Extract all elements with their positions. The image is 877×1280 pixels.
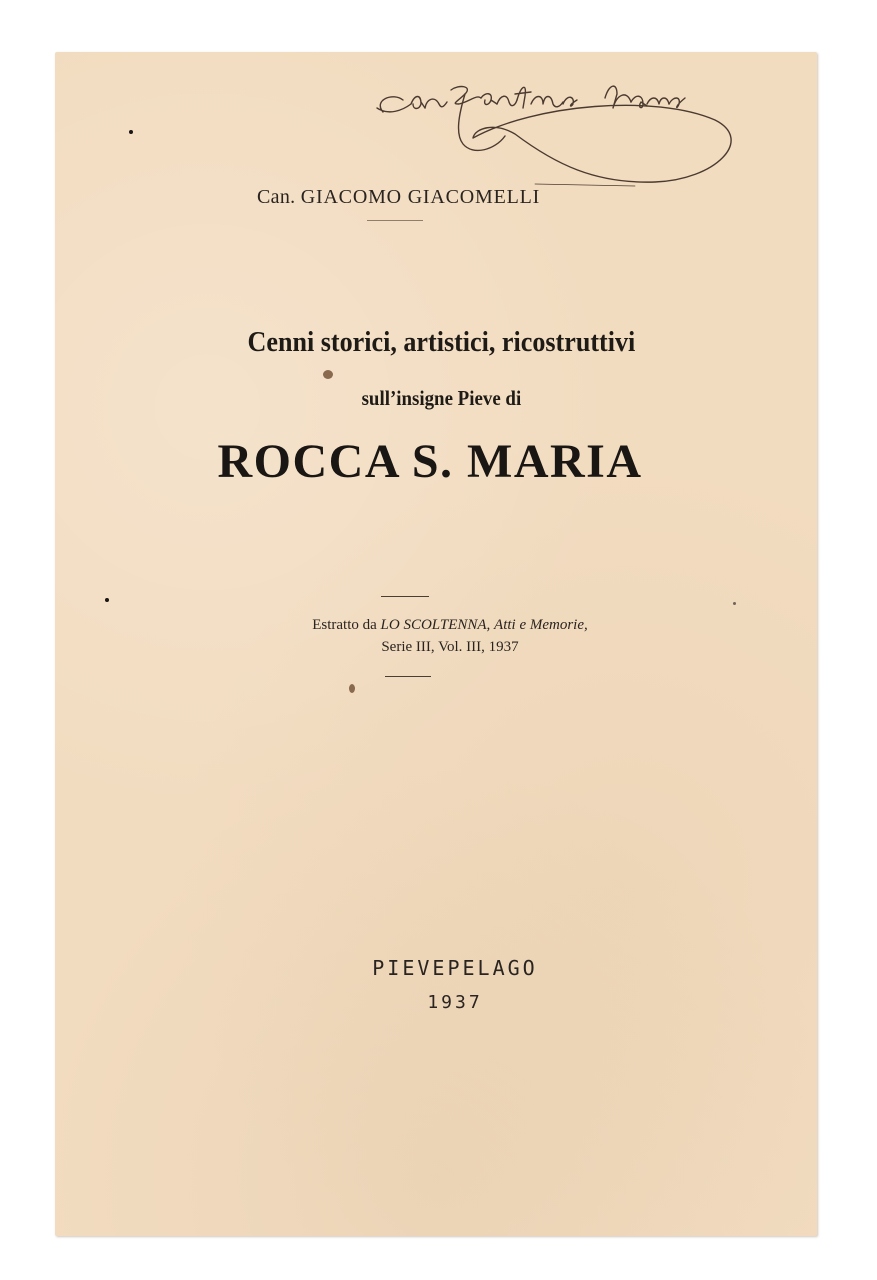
author-line [55,186,817,209]
extract-series: Serie III, Vol. III, 1937 [381,639,519,655]
divider-top [381,596,429,597]
title-line-1: Cenni storici, artistici, ricostruttivi [247,326,636,358]
speck [105,598,109,602]
title-main: ROCCA S. MARIA [217,435,643,488]
extract-line-1 [83,614,817,636]
publisher-place: PIEVEPELAGO [372,956,538,980]
ink-spot [323,370,333,379]
speck [733,602,736,605]
author-name: GIACOMO GIACOMELLI [300,186,541,208]
extract-journal: LO SCOLTENNA, [380,617,491,633]
author-underline [367,220,423,221]
extract-prefix: Estratto da [312,617,377,633]
title-line-2: sull’insigne Pieve di [361,386,522,410]
speck [129,130,133,134]
extract-subtitle: Atti e Memorie, [494,617,588,633]
divider-bottom [385,676,431,677]
author-prefix: Can. [257,186,296,208]
extract-note [55,614,817,658]
publication-year: 1937 [427,992,483,1013]
book-cover [55,52,817,1236]
ink-spot-small [349,684,355,693]
